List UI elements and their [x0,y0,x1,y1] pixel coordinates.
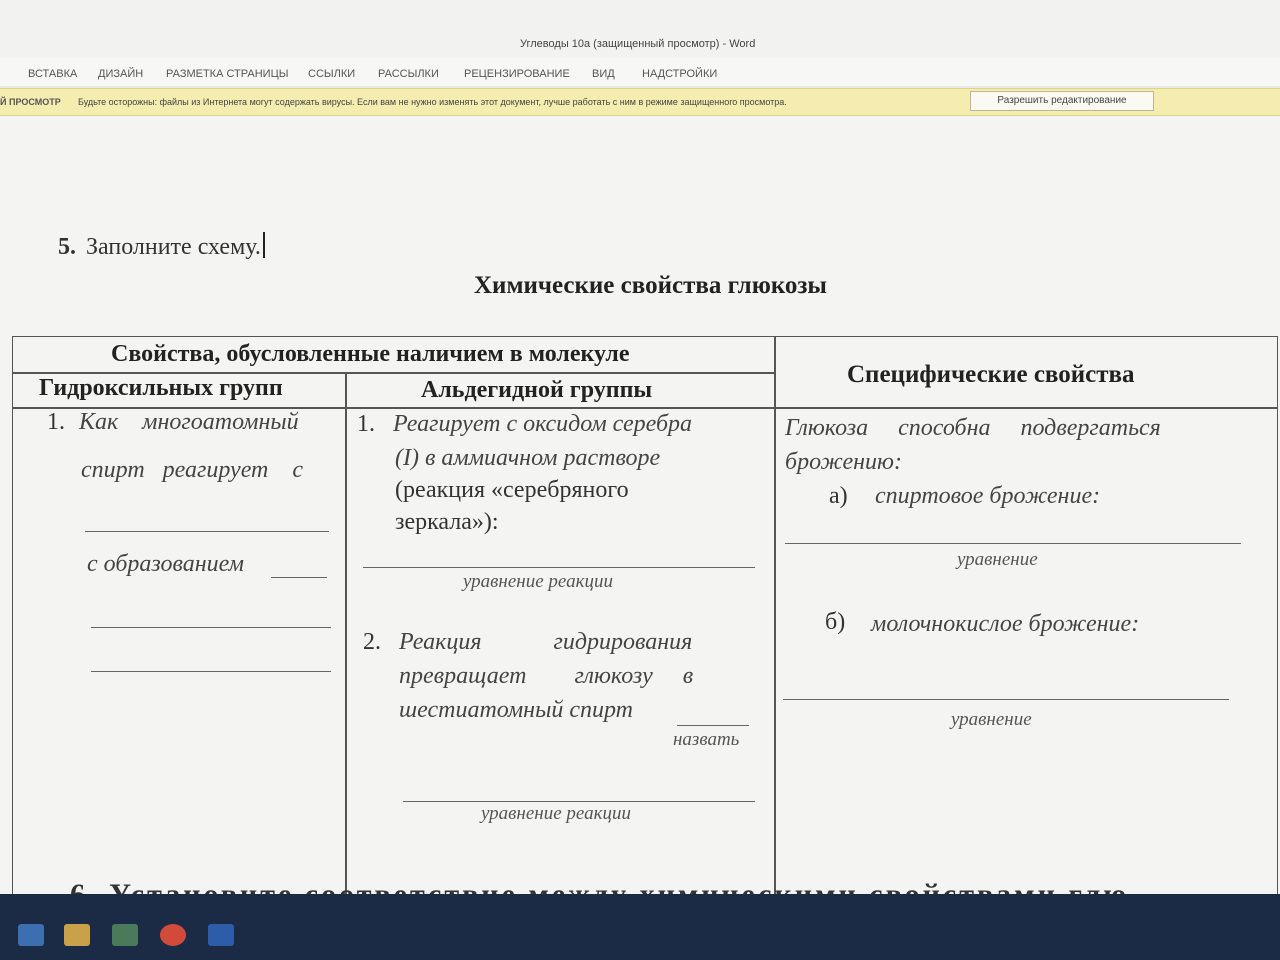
document-title: Химические свойства глюкозы [474,272,827,299]
divider-col2 [345,372,347,895]
col2-item2-number: 2. [363,629,381,655]
col2-item2-name-blank[interactable] [677,725,749,726]
col1-line1: Как многоатомный [79,409,299,435]
col3-b-label: б) [825,609,846,635]
col1-line3: с образованием [87,551,244,577]
tab-page-layout[interactable]: РАЗМЕТКА СТРАНИЦЫ [166,68,289,80]
ribbon-tabs [0,58,1280,86]
col3-a-caption: уравнение [957,549,1038,570]
header-aldehyde: Альдегидной группы [421,377,653,403]
col2-item1-blank[interactable] [363,567,755,568]
col2-item1-caption: уравнение реакции [463,571,613,592]
protected-view-message: Будьте осторожны: файлы из Интернета могут содержать вирусы. Если вам не нужно изменять этот документ, лучше работать с ним в режиме защищенного просмотра. [78,97,787,107]
app-icon[interactable] [112,924,138,946]
col3-b-text: молочнокислое брожение: [871,611,1140,637]
col2-item1-number: 1. [357,411,375,437]
col2-item2-name-caption: назвать [673,729,740,750]
col1-item-number: 1. [47,409,65,435]
title-bar [0,0,1280,59]
col2-item1-line2: (I) в аммиачном растворе [395,445,661,471]
col3-line2: брожению: [785,449,902,475]
col3-b-blank[interactable] [783,699,1229,700]
header-hydroxyl: Гидроксильных групп [39,375,283,401]
task-number: 5. [58,234,76,260]
header-specific: Специфические свойства [847,361,1135,388]
col2-item2-line2: превращает глюкозу в [399,663,694,689]
start-icon[interactable] [18,924,44,946]
col3-b-caption: уравнение [951,709,1032,730]
col1-blank-3[interactable] [91,627,331,628]
divider-header-group [13,372,774,374]
tab-mailings[interactable]: РАССЫЛКИ [378,68,439,80]
col1-blank-2[interactable] [271,577,327,578]
properties-table [12,336,1278,896]
enable-editing-button[interactable]: Разрешить редактирование [970,91,1154,111]
col2-item1-line3: (реакция «серебряного [395,477,629,503]
col3-a-text: спиртовое брожение: [875,483,1101,509]
tab-design[interactable]: ДИЗАЙН [98,68,144,80]
explorer-icon[interactable] [64,924,90,946]
col1-blank-1[interactable] [85,531,329,532]
col2-item2-line1: Реакция гидрирования [399,629,693,655]
tab-references[interactable]: ССЫЛКИ [308,68,356,80]
protected-view-bar [0,88,1280,116]
col2-item2-blank[interactable] [403,801,755,802]
col3-a-blank[interactable] [785,543,1241,544]
divider-col3 [774,337,776,895]
tab-review[interactable]: РЕЦЕНЗИРОВАНИЕ [464,68,570,80]
col3-a-label: а) [829,483,848,509]
task-5 [58,232,265,261]
protected-view-label: Й ПРОСМОТР [0,97,61,107]
tab-addins[interactable]: НАДСТРОЙКИ [642,68,718,80]
col2-item1-line1: Реагирует с оксидом серебра [393,411,693,437]
taskbar [0,894,1280,960]
col2-item1-line4: зеркала»): [395,509,499,535]
text-cursor [263,232,265,258]
header-group: Свойства, обусловленные наличием в молекуле [111,341,630,367]
tab-insert[interactable]: ВСТАВКА [28,68,78,80]
col1-line2: спирт реагирует с [81,457,304,483]
col2-item2-caption: уравнение реакции [481,803,631,824]
word-icon[interactable] [208,924,234,946]
col1-blank-4[interactable] [91,671,331,672]
task-text: Заполните схему. [86,234,261,260]
window-title: Углеводы 10а (защищенный просмотр) - Word [520,38,756,50]
col3-line1: Глюкоза способна подвергаться [785,415,1161,441]
tab-view[interactable]: ВИД [592,68,615,80]
col2-item2-line3: шестиатомный спирт [399,697,633,723]
chrome-icon[interactable] [160,924,186,946]
